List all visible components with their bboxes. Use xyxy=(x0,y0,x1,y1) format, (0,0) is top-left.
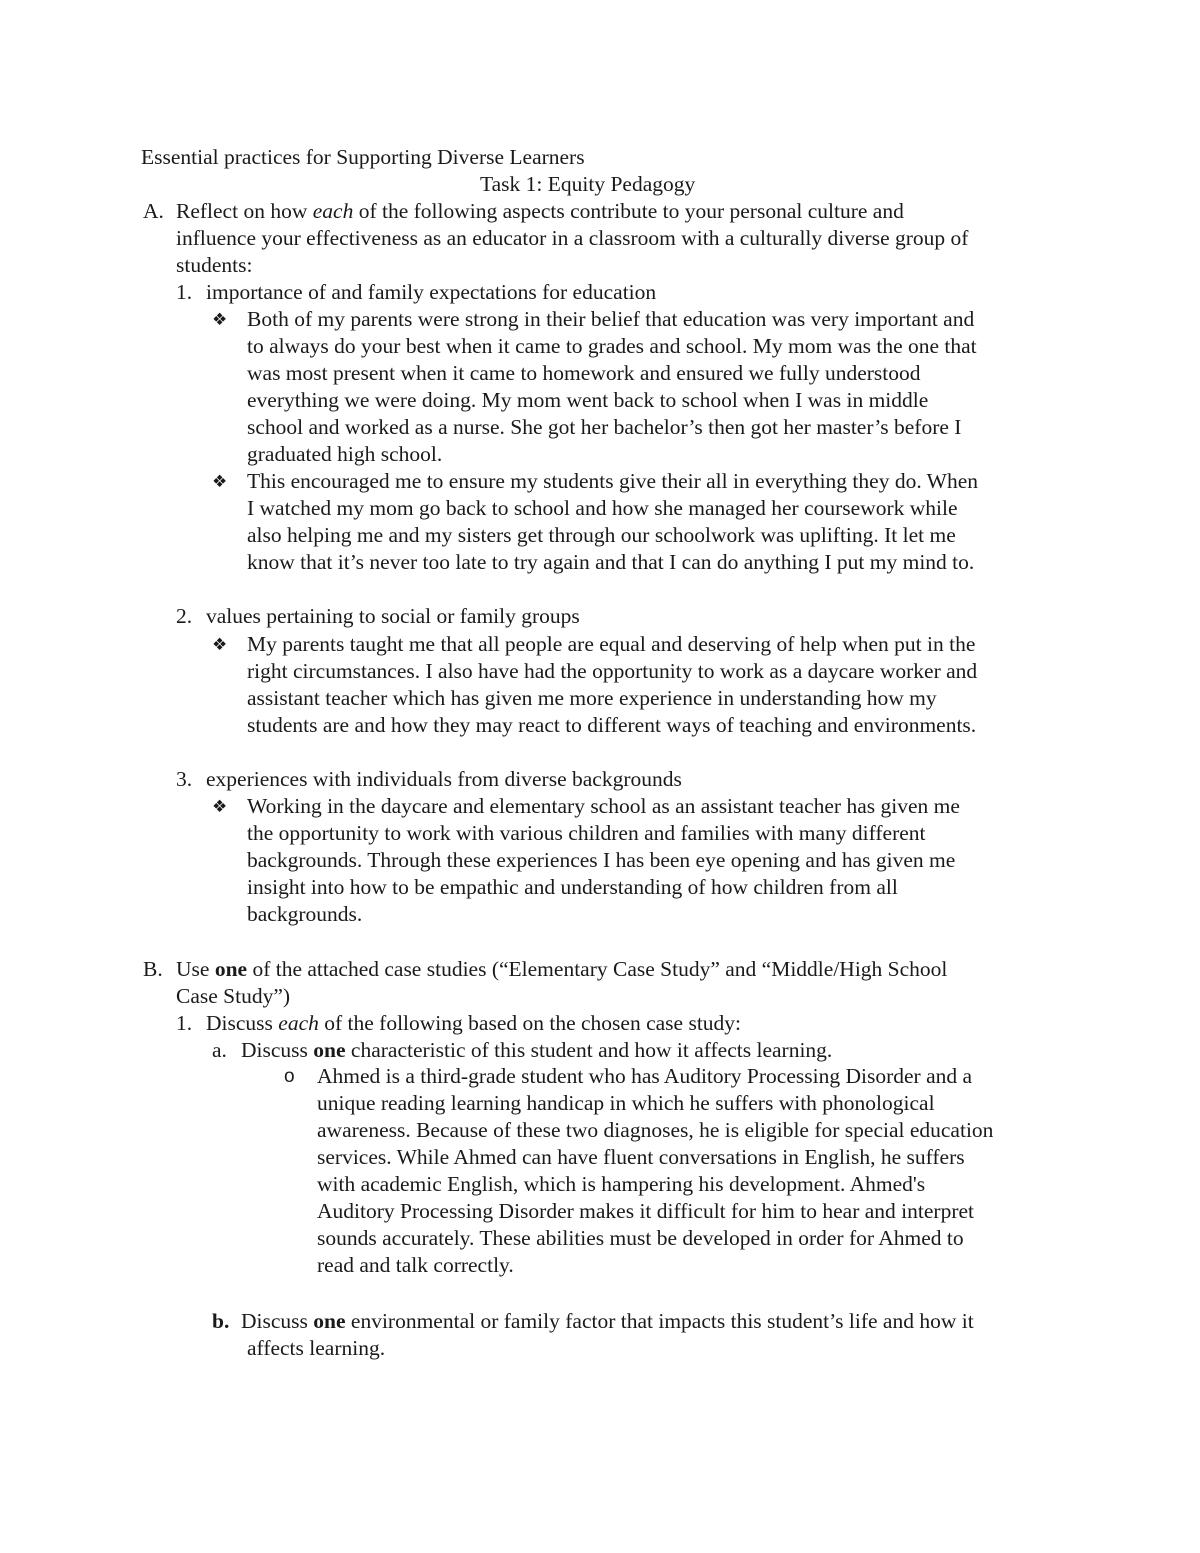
document-title: Essential practices for Supporting Diverse Learners xyxy=(141,145,585,169)
item-title: importance of and family expectations for education xyxy=(206,280,657,304)
section-b-label: B. xyxy=(143,957,163,981)
diamond-bullet-icon: ❖ xyxy=(212,310,228,330)
answer-paragraph: Ahmed is a third-grade student who has Auditory Processing Disorder and a unique reading learning handicap in which he suffers with phonological awareness. Because of these two diagnoses, he is eligible for special education services. While Ahmed can have fluent conversations in English, he suffers with academic English, which is hampering his development. Ahmed's Auditory Processing Disorder makes it difficult for him to hear and interpret sounds accurately. These abilities must be developed in order for Ahmed to read and talk correctly. xyxy=(317,1064,994,1277)
item-title: Discuss each of the following based on the chosen case study: xyxy=(206,1011,742,1035)
item-title: experiences with individuals from diverse backgrounds xyxy=(206,767,682,791)
section-b-prompt: Use one of the attached case studies (“Elementary Case Study” and “Middle/High School Case Study”) xyxy=(176,957,948,1008)
sub-item-label: a. xyxy=(212,1038,227,1062)
sub-item-label: b. xyxy=(212,1309,230,1333)
section-a-prompt: Reflect on how each of the following aspects contribute to your personal culture and influence your effectiveness as an educator in a classroom with a culturally diverse group of students: xyxy=(176,199,969,277)
diamond-bullet-icon: ❖ xyxy=(212,635,228,655)
item-number: 3. xyxy=(176,767,193,791)
diamond-bullet-icon: ❖ xyxy=(212,797,228,817)
bullet-paragraph: This encouraged me to ensure my students give their all in everything they do. When I watched my mom go back to school and how she managed her coursework while also helping me and my sisters get through our schoolwork was uplifting. It let me know that it’s never too late to try again and that I can do anything I put my mind to. xyxy=(247,469,979,574)
item-number: 1. xyxy=(176,280,193,304)
sub-item-title: Discuss one characteristic of this student and how it affects learning. xyxy=(241,1038,833,1062)
task-heading: Task 1: Equity Pedagogy xyxy=(480,172,696,196)
item-number: 2. xyxy=(176,604,193,628)
circle-bullet-icon: o xyxy=(284,1066,295,1087)
diamond-bullet-icon: ❖ xyxy=(212,472,228,492)
item-number: 1. xyxy=(176,1011,193,1035)
section-a-label: A. xyxy=(143,199,164,223)
bullet-paragraph: My parents taught me that all people are equal and deserving of help when put in the right circumstances. I also have had the opportunity to work as a daycare worker and assistant teacher which has given me more experience in understanding how my students are and how they may react to different ways of teaching and environments. xyxy=(247,632,978,737)
sub-item-title: Discuss one environmental or family factor that impacts this student’s life and how it affects learning. xyxy=(241,1309,974,1360)
bullet-paragraph: Working in the daycare and elementary school as an assistant teacher has given me the opportunity to work with various children and families with many different backgrounds. Through these experiences I has been eye opening and has given me insight into how to be empathic and understanding of how children from all backgrounds. xyxy=(247,794,960,926)
item-title: values pertaining to social or family groups xyxy=(206,604,580,628)
bullet-paragraph: Both of my parents were strong in their belief that education was very important and to always do your best when it came to grades and school. My mom was the one that was most present when it came to homework and ensured we fully understood everything we were doing. My mom went back to school when I was in middle school and worked as a nurse. She got her bachelor’s then got her master’s before I graduated high school. xyxy=(247,307,977,466)
